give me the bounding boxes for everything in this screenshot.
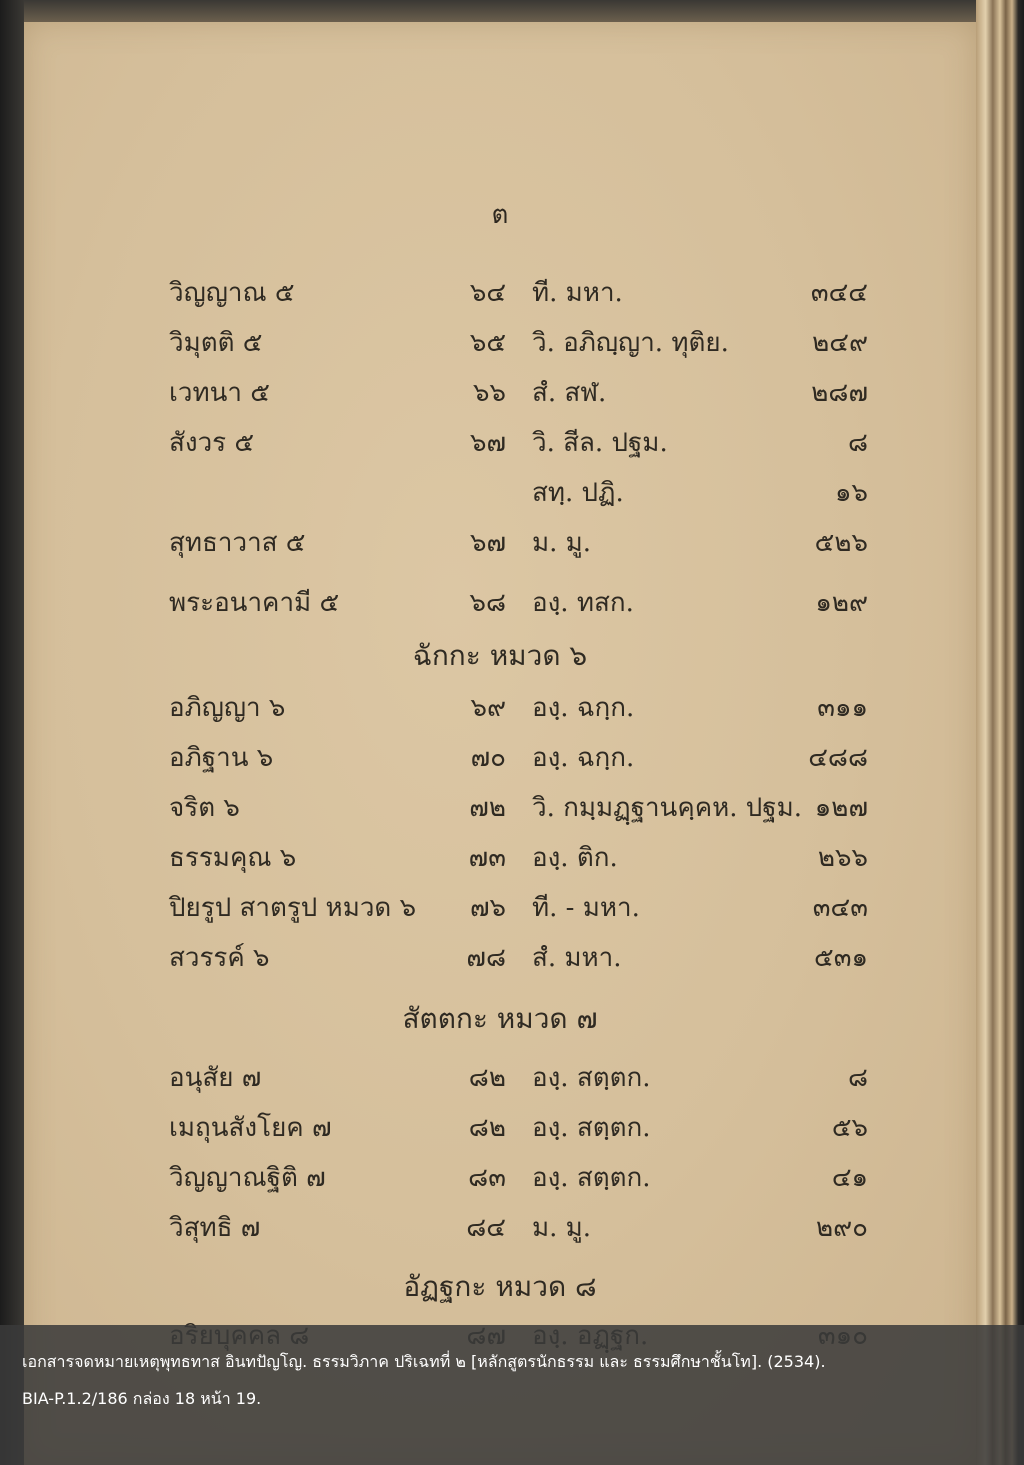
book-cover-edge — [0, 0, 24, 1465]
entry-reference: ม. มู. — [532, 528, 592, 558]
document-page — [24, 22, 976, 1465]
index-row — [24, 787, 976, 827]
entry-reference: องฺ. ฉกฺก. — [532, 743, 635, 773]
index-row — [24, 472, 976, 512]
entry-number: ๖๙ — [470, 693, 506, 723]
entry-reference: สทฺ. ปฏิ. — [532, 478, 624, 508]
index-row — [24, 582, 976, 622]
index-row — [24, 837, 976, 877]
index-row — [24, 1057, 976, 1097]
entry-reference: วิ. กมฺมฏฺฐานคฺคห. ปฐม. — [532, 793, 803, 823]
entry-title: อภิฐาน ๖ — [169, 743, 274, 773]
entry-title: ธรรมคุณ ๖ — [169, 843, 297, 873]
caption-citation: เอกสารจดหมายเหตุพุทธทาส อินทปัญโญ. ธรรมวิภาค ปริเฉทที่ ๒ [หลักสูตรนักธรรม และ ธรรมศึกษาชั้นโท]. (2534). — [22, 1352, 826, 1371]
entry-reference: ม. มู. — [532, 1213, 592, 1243]
entry-page: ๘ — [847, 1063, 868, 1093]
index-row — [24, 422, 976, 462]
entry-reference: องฺ. สตฺตก. — [532, 1163, 651, 1193]
entry-reference: องฺ. สตฺตก. — [532, 1113, 651, 1143]
entry-number: ๗๘ — [466, 943, 506, 973]
entry-reference: สํ. มหา. — [532, 943, 622, 973]
section-heading: อัฏฐกะ หมวด ๘ — [403, 1270, 597, 1303]
entry-page: ๕๒๖ — [814, 528, 868, 558]
entry-reference: องฺ. ติก. — [532, 843, 618, 873]
entry-title: ปิยรูป สาตรูป หมวด ๖ — [169, 893, 417, 923]
index-row — [24, 887, 976, 927]
entry-page: ๑๒๙ — [815, 588, 868, 618]
index-row — [24, 522, 976, 562]
entry-number: ๗๐ — [470, 743, 506, 773]
entry-number: ๗๓ — [468, 843, 506, 873]
entry-page: ๕๓๑ — [814, 943, 868, 973]
entry-title: เมถุนสังโยค ๗ — [169, 1113, 332, 1143]
index-row — [24, 737, 976, 777]
caption-overlay — [0, 1325, 1024, 1465]
entry-reference: องฺ. ทสก. — [532, 588, 634, 618]
section-heading: สัตตกะ หมวด ๗ — [402, 1002, 598, 1035]
entry-number: ๗๒ — [469, 793, 506, 823]
index-row — [24, 687, 976, 727]
entry-title: วิญญาณฐิติ ๗ — [169, 1163, 326, 1193]
entry-page: ๔๘๘ — [808, 743, 868, 773]
entry-number: ๖๗ — [469, 528, 506, 558]
index-row — [24, 372, 976, 412]
entry-title: อนุสัย ๗ — [169, 1063, 262, 1093]
entry-title: สังวร ๕ — [169, 428, 255, 458]
entry-page: ๑๖ — [834, 478, 868, 508]
entry-reference: ที. - มหา. — [532, 893, 640, 923]
index-row — [24, 937, 976, 977]
entry-title: วิมุตติ ๕ — [169, 328, 263, 358]
entry-page: ๓๔๓ — [812, 893, 868, 923]
scan-top-edge — [24, 0, 976, 22]
entry-number: ๘๒ — [468, 1113, 506, 1143]
entry-title: จริต ๖ — [169, 793, 240, 823]
entry-reference: องฺ. ฉกฺก. — [532, 693, 635, 723]
entry-reference: ที. มหา. — [532, 278, 623, 308]
section-heading: ฉักกะ หมวด ๖ — [412, 639, 588, 672]
entry-title: เวทนา ๕ — [169, 378, 270, 408]
entry-number: ๗๖ — [469, 893, 506, 923]
entry-title: อภิญญา ๖ — [169, 693, 286, 723]
entry-page: ๔๑ — [831, 1163, 868, 1193]
entry-page: ๓๔๔ — [810, 278, 868, 308]
entry-number: ๘๔ — [466, 1213, 506, 1243]
entry-page: ๒๙๐ — [815, 1213, 868, 1243]
entry-page: ๒๔๙ — [812, 328, 868, 358]
entry-number: ๖๕ — [469, 328, 506, 358]
entry-reference: สํ. สฬ. — [532, 378, 607, 408]
page-number: ต — [491, 200, 509, 230]
entry-page: ๘ — [847, 428, 868, 458]
entry-page: ๑๒๗ — [814, 793, 868, 823]
index-row — [24, 272, 976, 312]
entry-number: ๖๖ — [472, 378, 506, 408]
entry-number: ๘๓ — [468, 1163, 506, 1193]
entry-number: ๖๔ — [469, 278, 506, 308]
entry-page: ๕๖ — [831, 1113, 868, 1143]
entry-page: ๒๘๗ — [811, 378, 868, 408]
entry-number: ๘๒ — [468, 1063, 506, 1093]
entry-page: ๓๑๑ — [817, 693, 868, 723]
entry-reference: องฺ. สตฺตก. — [532, 1063, 651, 1093]
page-stack-edge — [976, 0, 1024, 1465]
entry-number: ๖๗ — [469, 428, 506, 458]
entry-title: พระอนาคามี ๕ — [169, 588, 340, 618]
caption-archive-id: BIA-P.1.2/186 กล่อง 18 หน้า 19. — [22, 1389, 262, 1408]
entry-title: วิญญาณ ๕ — [169, 278, 295, 308]
entry-reference: วิ. อภิญฺญา. ทุติย. — [532, 328, 729, 358]
entry-title: วิสุทธิ ๗ — [169, 1213, 261, 1243]
entry-title: สวรรค์ ๖ — [169, 943, 270, 973]
index-row — [24, 1207, 976, 1247]
index-row — [24, 1157, 976, 1197]
entry-number: ๖๘ — [469, 588, 506, 618]
entry-page: ๒๖๖ — [817, 843, 868, 873]
entry-reference: วิ. สีล. ปฐม. — [532, 428, 668, 458]
index-row — [24, 322, 976, 362]
entry-title: สุทธาวาส ๕ — [169, 528, 306, 558]
index-row — [24, 1107, 976, 1147]
